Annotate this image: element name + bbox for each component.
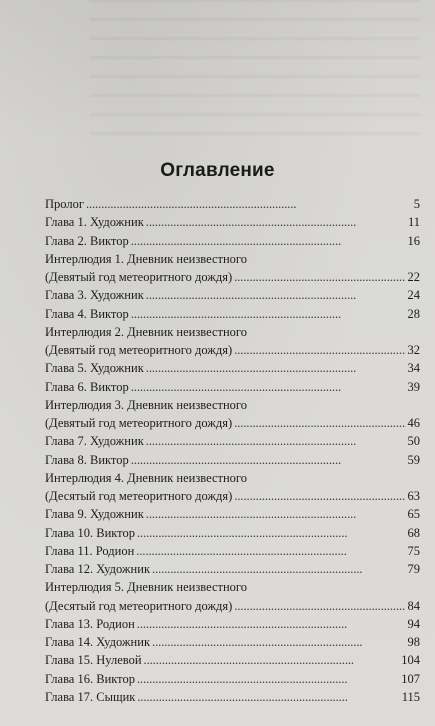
toc-entry: [45, 195, 420, 213]
toc-entry-label: (Девятый год метеоритного дождя): [45, 270, 233, 284]
toc-entry-page-number: 104: [401, 653, 420, 668]
dot-leader: [131, 232, 406, 250]
toc-entry-page-number: 5: [413, 197, 420, 211]
toc-entry-page-number: 79: [407, 562, 420, 576]
toc-entry-label: Глава 11. Родион: [45, 543, 135, 558]
toc-entry: [45, 469, 420, 487]
toc-entry-label: Интерлюдия 3. Дневник неизвестного: [45, 397, 247, 412]
toc-entry-page-number: 34: [407, 361, 420, 376]
toc-entry-page-number: 50: [407, 434, 420, 449]
toc-entry-page-number: 39: [407, 379, 420, 394]
toc-entry-page-number: 98: [407, 635, 420, 649]
toc-entry-label: Глава 1. Художник: [45, 215, 144, 230]
toc-entry-label: Глава 8. Виктор: [45, 452, 129, 467]
toc-entry-page-number: 65: [407, 507, 420, 522]
toc-entry: [45, 487, 420, 505]
toc-entry-page-number: 11: [407, 215, 420, 230]
toc-entry: [45, 305, 420, 323]
toc-entry-label: (Десятый год метеоритного дождя): [45, 598, 233, 613]
toc-entry: [45, 432, 420, 450]
toc-entry-label: Глава 14. Художник: [45, 635, 151, 649]
toc-entry-label: Глава 13. Родион: [45, 616, 135, 631]
toc-entry-page-number: 32: [407, 343, 420, 357]
toc-entry: [45, 232, 420, 250]
toc-entry-page-number: 75: [407, 543, 420, 558]
toc-entry-page-number: 84: [407, 598, 420, 613]
toc-entry: [45, 578, 420, 596]
dot-leader: [234, 414, 405, 432]
toc-entry-label: Интерлюдия 4. Дневник неизвестного: [45, 470, 247, 485]
toc-entry-page-number: 107: [401, 671, 420, 686]
toc-entry-page-number: 115: [401, 689, 420, 704]
dot-leader: [137, 615, 406, 633]
toc-entry: [45, 286, 420, 304]
toc-entry: [45, 268, 420, 286]
dot-leader: [144, 651, 400, 669]
toc-entry-label: Глава 15. Нулевой: [45, 653, 142, 668]
toc-entry-page-number: 22: [407, 270, 420, 284]
dot-leader: [131, 378, 406, 396]
toc-entry-page-number: 28: [407, 306, 420, 321]
toc-entry: [45, 359, 420, 377]
toc-entry-page-number: 94: [407, 616, 420, 631]
dot-leader: [137, 670, 399, 688]
dot-leader: [146, 432, 406, 450]
toc-entry: [45, 414, 420, 432]
toc-entry-label: Глава 6. Виктор: [45, 379, 129, 394]
toc-entry-label: Глава 7. Художник: [45, 434, 144, 449]
toc-entry: [45, 597, 420, 615]
toc-entry: [45, 323, 420, 341]
dot-leader: [136, 542, 405, 560]
toc-entry: [45, 688, 420, 706]
toc-entry: [45, 633, 420, 651]
toc-entry-page-number: 24: [407, 288, 420, 303]
toc-entry-page-number: 68: [407, 525, 420, 540]
dot-leader: [146, 213, 406, 231]
toc-entry-label: (Девятый год метеоритного дождя): [45, 416, 233, 430]
toc-entry: [45, 341, 420, 359]
toc-entry-label: Глава 10. Виктор: [45, 525, 135, 540]
toc-entry-label: Глава 5. Художник: [45, 361, 144, 376]
dot-leader: [146, 505, 406, 523]
toc-entry-label: (Десятый год метеоритного дождя): [45, 489, 233, 503]
dot-leader: [137, 524, 406, 542]
toc-entry: [45, 560, 420, 578]
dot-leader: [152, 560, 405, 578]
toc-entry-label: Интерлюдия 2. Дневник неизвестного: [45, 324, 247, 339]
toc-entry-page-number: 46: [407, 416, 420, 430]
dot-leader: [152, 633, 405, 651]
toc-entry-label: Глава 3. Художник: [45, 288, 144, 303]
toc-entry: [45, 451, 420, 469]
toc-entry-label: Интерлюдия 1. Дневник неизвестного: [45, 251, 247, 266]
toc-entry-label: Глава 9. Художник: [45, 507, 144, 522]
toc-entry-label: Глава 2. Виктор: [45, 233, 129, 248]
dot-leader: [146, 286, 406, 304]
dot-leader: [234, 597, 405, 615]
toc-entry-label: Интерлюдия 5. Дневник неизвестного: [45, 580, 247, 595]
show-through-text: [90, 0, 420, 150]
toc-entry: [45, 524, 420, 542]
toc-entry-label: Глава 12. Художник: [45, 562, 151, 576]
toc-entry: [45, 505, 420, 523]
toc-entry: [45, 670, 420, 688]
dot-leader: [137, 688, 399, 706]
toc-entry: [45, 651, 420, 669]
dot-leader: [234, 268, 405, 286]
page-title: Оглавление: [160, 160, 275, 181]
toc-entry: [45, 396, 420, 414]
dot-leader: [234, 341, 405, 359]
toc-entry: [45, 378, 420, 396]
toc-entry: [45, 213, 420, 231]
toc-entry-page-number: 16: [407, 233, 420, 248]
toc-entry-label: (Девятый год метеоритного дождя): [45, 343, 233, 357]
toc-entry: [45, 542, 420, 560]
toc-entry: [45, 615, 420, 633]
toc-entry: [45, 250, 420, 268]
toc-entry-label: Глава 16. Виктор: [45, 671, 135, 686]
toc-entry-label: Глава 17. Сыщик: [45, 689, 136, 704]
dot-leader: [146, 359, 406, 377]
dot-leader: [86, 195, 406, 213]
toc-entry-label: Глава 4. Виктор: [45, 306, 129, 321]
table-of-contents: [45, 195, 420, 706]
dot-leader: [234, 487, 405, 505]
dot-leader: [131, 451, 406, 469]
toc-entry-page-number: 63: [407, 489, 420, 503]
toc-entry-label: Пролог: [45, 197, 84, 211]
dot-leader: [131, 305, 406, 323]
toc-entry-page-number: 59: [407, 452, 420, 467]
